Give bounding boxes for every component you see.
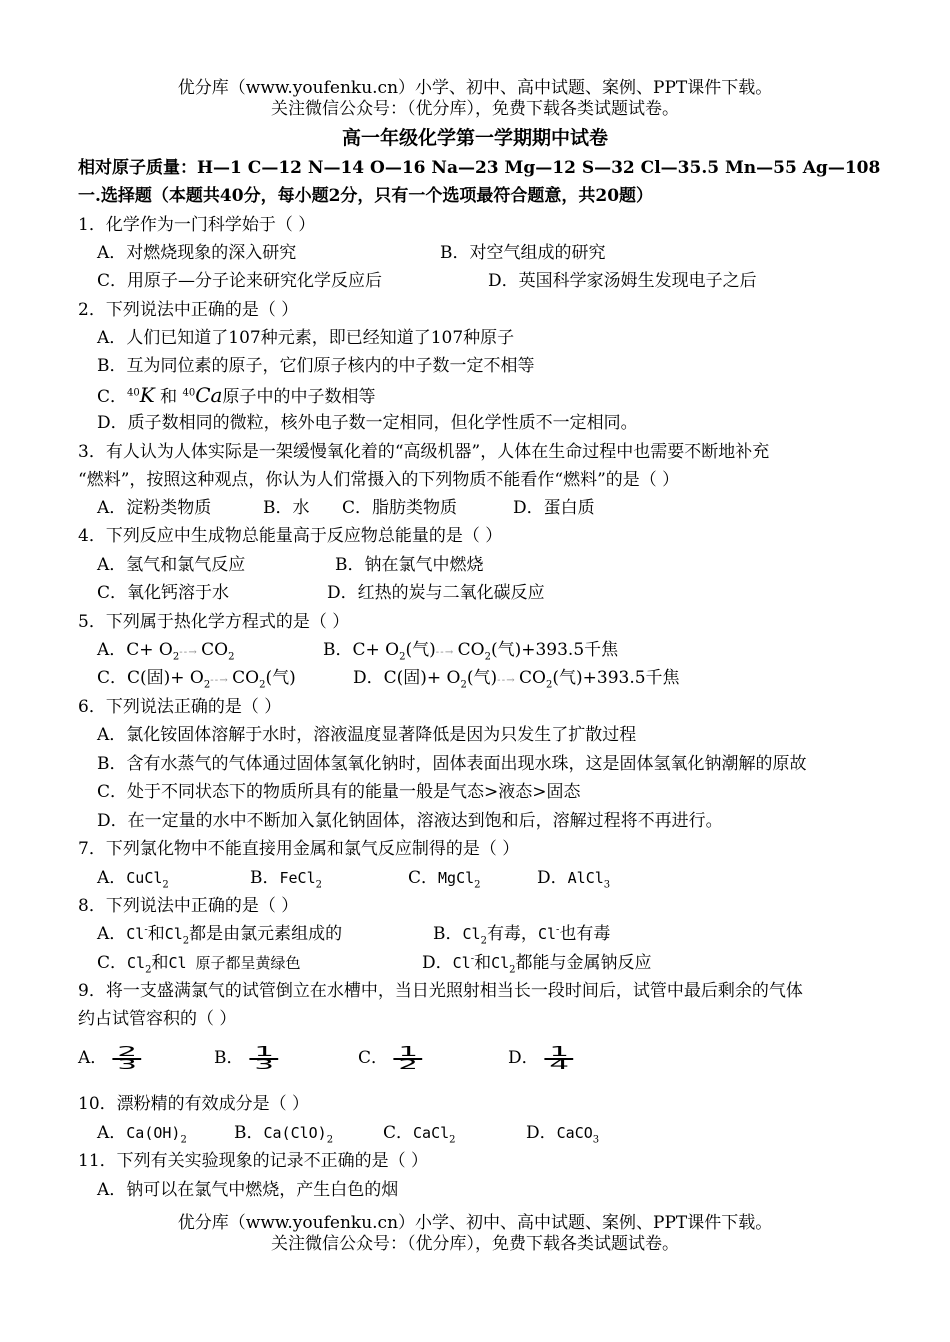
q5-a-lhs: A．C+ O	[97, 640, 173, 660]
q5-c-product-sub: 2	[259, 679, 266, 691]
q2-c-mass1: 40	[127, 387, 140, 399]
q5-option-c	[97, 667, 296, 692]
q9-option-a	[78, 1042, 148, 1074]
q8-d-sub: 2	[509, 964, 516, 976]
q8-b-text: 有毒，	[486, 924, 538, 944]
q1-option-b: B．对空气组成的研究	[440, 243, 606, 263]
q1-option-d: D．英国科学家汤姆生发现电子之后	[488, 271, 757, 291]
q5-d-product: CO	[519, 668, 546, 688]
q8-d-and: 和	[474, 953, 492, 973]
q10-b-label: B．	[234, 1123, 264, 1143]
q5-b-lhs: B．C+ O	[323, 640, 400, 660]
question-9-stem-2: 约占试管容积的（ ）	[78, 1009, 237, 1029]
q7-option-d	[537, 867, 610, 889]
q4-option-d: D．红热的炭与二氧化碳反应	[327, 583, 545, 603]
q10-a-formula: Ca(OH)	[126, 1124, 181, 1142]
q5-b-product-sub: 2	[484, 651, 491, 663]
q5-c-product: CO	[232, 668, 260, 688]
q9-c-fraction	[393, 1044, 422, 1073]
q5-a-sub: 2	[172, 651, 180, 663]
q7-c-formula: MgCl	[438, 869, 475, 887]
footer-line-1: 优分库（www.youfenku.cn）小学、初中、高中试题、案例、PPT课件下载。	[177, 1213, 773, 1233]
q8-b-sup: -	[556, 924, 560, 936]
q10-c-formula: CaCl	[413, 1124, 450, 1142]
q9-a-num: 2	[113, 1047, 142, 1060]
q5-b-sub: 2	[399, 651, 406, 663]
q6-option-b: B．含有水蒸气的气体通过固体氢氧化钠时，固体表面出现水珠，这是固体氢氧化钠潮解的原故	[97, 754, 807, 774]
q8-d-molecule: Cl	[491, 954, 510, 972]
q2-option-d: D．质子数相同的微粒，核外电子数一定相同，但化学性质不一定相同。	[97, 413, 638, 433]
q5-c-lhs: C．C(固)+ O	[97, 668, 204, 688]
q7-a-sub: 2	[162, 879, 169, 891]
header-line-1: 优分库（www.youfenku.cn）小学、初中、高中试题、案例、PPT课件下载。	[177, 78, 773, 98]
q3-option-a: A．淀粉类物质	[97, 498, 212, 518]
header-line-2: 关注微信公众号：（优分库），免费下载各类试题试卷。	[271, 99, 679, 119]
question-9-stem-1: 9．将一支盛满氯气的试管倒立在水槽中，当日光照射相当长一段时间后，试管中最后剩余的气体	[78, 981, 803, 1001]
q10-option-c	[383, 1122, 456, 1144]
q8-c-molecule: Cl	[127, 954, 146, 972]
q7-d-label: D．	[537, 868, 568, 888]
q5-d-tail: (气)+393.5千焦	[552, 668, 680, 688]
q9-d-label: D．	[508, 1048, 539, 1068]
q8-option-b	[433, 923, 610, 945]
q5-d-arrow: - - →	[497, 675, 514, 686]
q7-b-label: B．	[250, 868, 280, 888]
q5-c-tail: (气)	[265, 668, 296, 688]
q9-d-fraction	[544, 1044, 573, 1073]
q4-option-c: C．氧化钙溶于水	[97, 583, 230, 603]
question-10-stem: 10．漂粉精的有效成分是（ ）	[78, 1094, 310, 1114]
q8-b-ion: Cl	[537, 925, 556, 943]
q2-option-c	[97, 384, 375, 408]
q10-option-a	[97, 1122, 187, 1144]
q10-d-label: D．	[526, 1123, 557, 1143]
q2-c-rest: 原子中的中子数相等	[222, 387, 376, 407]
q2-c-mass2: 40	[182, 387, 196, 399]
q9-d-num: 1	[544, 1047, 573, 1060]
q8-option-d	[422, 952, 652, 974]
q8-b-rest: 也有毒	[559, 924, 611, 944]
q5-option-a	[97, 639, 234, 664]
q5-b-arrow: - - →	[435, 647, 453, 658]
q6-option-d: D．在一定量的水中不断加入氯化钠固体，溶液达到饱和后，溶解过程将不再进行。	[97, 811, 723, 831]
q4-option-a: A．氢气和氯气反应	[97, 555, 246, 575]
q7-a-formula: CuCl	[126, 869, 163, 887]
q8-b-molecule: Cl	[462, 925, 481, 943]
q10-c-sub: 2	[449, 1134, 456, 1146]
question-4-stem: 4．下列反应中生成物总能量高于反应物总能量的是（ ）	[78, 526, 503, 546]
question-6-stem: 6．下列说法正确的是（ ）	[78, 697, 282, 717]
q9-b-fraction	[249, 1044, 278, 1073]
q2-c-symbol2: Ca	[195, 383, 223, 407]
q8-c-sub: 2	[145, 964, 152, 976]
q9-option-b	[214, 1042, 284, 1074]
q10-b-sub: 2	[326, 1134, 334, 1146]
q7-b-formula: FeCl	[279, 869, 316, 887]
question-7-stem: 7．下列氯化物中不能直接用金属和氯气反应制得的是（ ）	[78, 839, 520, 859]
q7-b-sub: 2	[315, 879, 322, 891]
question-8-stem: 8．下列说法中正确的是（ ）	[78, 896, 299, 916]
q5-b-tail: (气)+393.5千焦	[490, 640, 619, 660]
q7-d-sub: 3	[603, 879, 611, 891]
page-title: 高一年级化学第一学期期中试卷	[341, 127, 608, 149]
q8-option-c	[97, 952, 301, 974]
q5-option-d	[353, 667, 680, 692]
q9-option-c	[358, 1042, 428, 1074]
q1-option-c: C．用原子—分子论来研究化学反应后	[97, 271, 383, 291]
q6-option-a: A．氯化铵固体溶解于水时，溶液温度显著降低是因为只发生了扩散过程	[97, 725, 637, 745]
q8-a-sub: 2	[182, 935, 190, 947]
question-5-stem: 5．下列属于热化学方程式的是（ ）	[78, 612, 350, 632]
q5-a-arrow: - - →	[179, 647, 196, 658]
q7-option-a	[97, 867, 169, 889]
q7-option-b	[250, 867, 322, 889]
q8-c-label: C．	[97, 953, 128, 973]
q7-option-c	[408, 867, 481, 889]
q2-c-and: 和	[160, 387, 178, 407]
q9-b-label: B．	[214, 1048, 244, 1068]
q9-c-num: 1	[393, 1047, 422, 1060]
q8-c-rest: Cl 原子都呈黄绿色	[168, 954, 301, 972]
atomic-masses: 相对原子质量：H—1 C—12 N—14 O—16 Na—23 Mg—12 S—32 Cl—35.5 Mn—55 Ag—108	[78, 158, 881, 178]
q8-a-rest: 都是由氯元素组成的	[189, 924, 343, 944]
q5-d-product-sub: 2	[546, 679, 553, 691]
q10-b-formula: Ca(ClO)	[263, 1124, 327, 1142]
q7-a-label: A．	[97, 868, 127, 888]
q10-option-d	[526, 1122, 599, 1144]
q5-c-sub: 2	[203, 679, 211, 691]
q8-a-sup: -	[144, 924, 148, 936]
q7-c-sub: 2	[474, 879, 481, 891]
q10-c-label: C．	[383, 1123, 414, 1143]
q10-a-sub: 2	[180, 1134, 187, 1146]
q10-option-b	[234, 1122, 333, 1144]
q5-a-product: CO	[201, 640, 229, 660]
q8-a-ion: Cl	[126, 925, 145, 943]
section-heading: 一.选择题（本题共40分，每小题2分，只有一个选项最符合题意，共20题）	[78, 186, 654, 206]
q1-option-a: A．对燃烧现象的深入研究	[97, 243, 297, 263]
q9-b-num: 1	[249, 1047, 278, 1060]
q3-option-c: C．脂肪类物质	[342, 498, 458, 518]
q8-d-rest: 都能与金属钠反应	[515, 953, 652, 973]
q8-b-label: B．	[433, 924, 463, 944]
q5-c-arrow: - - →	[210, 675, 227, 686]
q10-a-label: A．	[97, 1123, 127, 1143]
footer-line-2: 关注微信公众号：（优分库），免费下载各类试题试卷。	[271, 1234, 679, 1254]
q8-c-and: 和	[151, 953, 169, 973]
q9-b-den: 3	[253, 1057, 274, 1073]
q8-a-molecule: Cl	[164, 925, 183, 943]
q9-a-label: A．	[78, 1048, 108, 1068]
q8-d-sup: -	[470, 953, 475, 965]
q8-d-label: D．	[422, 953, 453, 973]
q8-b-sub: 2	[480, 935, 487, 947]
q10-d-sub: 3	[592, 1134, 600, 1146]
q5-d-sub: 2	[460, 679, 467, 691]
q11-option-a: A．钠可以在氯气中燃烧，产生白色的烟	[97, 1180, 399, 1200]
q7-d-formula: AlCl	[567, 869, 604, 887]
q2-c-label: C．	[97, 387, 128, 407]
question-1-stem: 1．化学作为一门科学始于（ ）	[78, 215, 316, 235]
q2-option-b: B．互为同位素的原子，它们原子核内的中子数一定不相等	[97, 356, 535, 376]
q9-d-den: 4	[548, 1057, 569, 1073]
q10-d-formula: CaCO	[556, 1124, 593, 1142]
q9-c-label: C．	[358, 1048, 389, 1068]
q6-option-c: C．处于不同状态下的物质所具有的能量一般是气态>液态>固态	[97, 782, 581, 802]
q5-option-b	[323, 639, 618, 664]
q9-a-den: 3	[117, 1057, 138, 1073]
question-3-stem-1: 3．有人认为人体实际是一架缓慢氧化着的“高级机器”，人体在生命过程中也需要不断地补充	[78, 442, 770, 462]
q5-b-product: CO	[457, 640, 485, 660]
question-2-stem: 2．下列说法中正确的是（ ）	[78, 300, 299, 320]
q5-d-gas: (气)	[466, 668, 498, 688]
q9-c-den: 2	[398, 1057, 419, 1073]
q5-d-lhs: D．C(固)+ O	[353, 668, 461, 688]
q3-option-d: D．蛋白质	[513, 498, 595, 518]
q9-option-d	[508, 1042, 579, 1074]
q4-option-b: B．钠在氯气中燃烧	[335, 555, 484, 575]
q8-a-and: 和	[147, 924, 165, 944]
q9-a-fraction	[113, 1044, 142, 1073]
q8-d-ion: Cl	[452, 954, 471, 972]
q5-b-gas: (气)	[405, 640, 436, 660]
question-3-stem-2: “燃料”，按照这种观点，你认为人们常摄入的下列物质不能看作“燃料”的是（ ）	[78, 470, 680, 490]
q8-a-label: A．	[97, 924, 127, 944]
question-11-stem: 11．下列有关实验现象的记录不正确的是（ ）	[78, 1151, 429, 1171]
q7-c-label: C．	[408, 868, 439, 888]
q5-a-product-sub: 2	[228, 651, 235, 663]
q8-option-a	[97, 923, 342, 945]
q2-option-a: A．人们已知道了107种元素，即已经知道了107种原子	[97, 328, 515, 348]
q3-option-b: B．水	[263, 498, 310, 518]
q2-c-symbol1: K	[139, 383, 155, 407]
